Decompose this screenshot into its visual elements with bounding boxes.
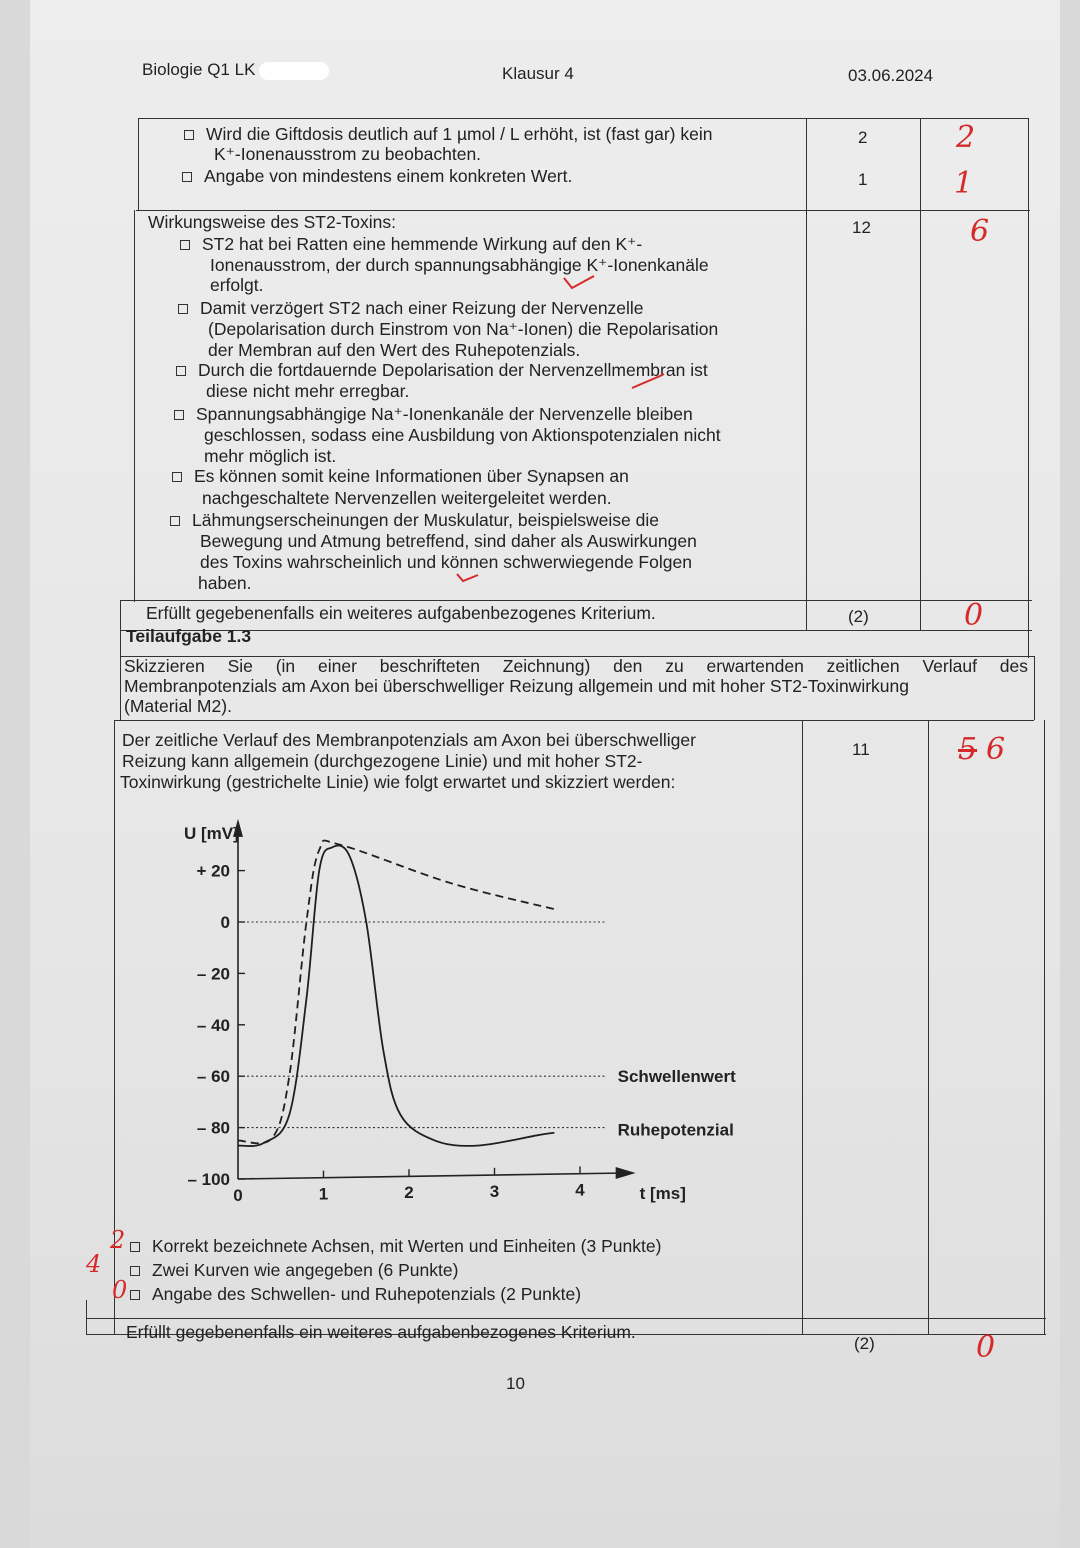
y-axis-title: U [mV]	[184, 823, 239, 843]
grading-criterion: Angabe des Schwellen- und Ruhepotenzials (2 Punkte)	[130, 1284, 581, 1305]
criterion-item-cont: erfolgt.	[210, 275, 264, 295]
criterion-item: Durch die fortdauernde Depolarisation der Nervenzellmembran ist	[176, 360, 708, 381]
criterion-item-cont: Bewegung und Atmung betreffend, sind daher als Auswirkungen	[200, 531, 697, 551]
grading-criterion: Zwei Kurven wie angegeben (6 Punkte)	[130, 1260, 458, 1281]
criterion-item-cont: diese nicht mehr erregbar.	[206, 381, 410, 401]
criterion-item: Damit verzögert ST2 nach einer Reizung der Nervenzelle	[178, 298, 644, 319]
handwritten-score: 0	[976, 1330, 996, 1365]
handwritten-score: 4	[86, 1250, 102, 1278]
handwritten-score: 6	[986, 732, 1006, 767]
criterion-item: Es können somit keine Informationen über Synapsen an	[172, 466, 629, 487]
task-prompt-line: (Material M2).	[124, 696, 232, 716]
x-tick-label: 3	[489, 1181, 500, 1201]
criterion-item-cont: des Toxins wahrscheinlich und können schwerwiegende Folgen	[200, 552, 692, 572]
series-line-general	[238, 845, 554, 1146]
grading-criterion: Korrekt bezeichnete Achsen, mit Werten und Einheiten (3 Punkte)	[130, 1236, 661, 1257]
x-tick-label: 0	[233, 1186, 243, 1205]
handwritten-score: 6	[970, 214, 990, 249]
reference-label-resting: Ruhepotenzial	[617, 1120, 734, 1140]
membrane-potential-chart	[30, 0, 1060, 1548]
page-number: 10	[506, 1374, 525, 1393]
y-tick-label: + 20	[196, 861, 230, 881]
x-tick-label: 4	[575, 1180, 585, 1200]
task-title: Teilaufgabe 1.3	[126, 626, 252, 646]
criterion-item-cont: (Depolarisation durch Einstrom von Na⁺-Ionen) die Repolarisation	[208, 319, 719, 339]
series-line-toxin	[238, 841, 554, 1144]
points-value: (2)	[854, 1334, 875, 1353]
criterion-item-cont: haben.	[198, 573, 252, 593]
y-tick-label: – 60	[196, 1067, 230, 1087]
task-prompt-line: Skizzieren Sie (in einer beschrifteten Zeichnung) den zu erwartenden zeitlichen Verlauf des	[124, 656, 1028, 676]
points-value: 11	[852, 740, 870, 759]
criterion-item: Angabe von mindestens einem konkreten Wert.	[182, 166, 572, 187]
criterion-item-cont: der Membran auf den Wert des Ruhepotenzials.	[208, 340, 581, 360]
criterion-item-cont: geschlossen, sodass eine Ausbildung von Aktionspotenzialen nicht	[204, 425, 721, 445]
handwritten-score: 2	[956, 120, 976, 155]
answer-intro-line: Reizung kann allgemein (durchgezogene Linie) und mit hoher ST2-	[122, 751, 643, 771]
x-tick-label: 2	[404, 1183, 414, 1203]
handwritten-score: 2	[110, 1226, 126, 1254]
answer-intro-line: Toxinwirkung (gestrichelte Linie) wie folgt erwartet und skizziert werden:	[120, 772, 676, 792]
handwritten-score-struck: 5	[958, 732, 978, 767]
course-label: Biologie Q1 LK	[142, 60, 329, 80]
x-axis-title: t [ms]	[639, 1184, 686, 1203]
y-tick-label: – 20	[196, 964, 230, 984]
x-axis-arrow-icon	[616, 1167, 636, 1179]
x-tick-label: 1	[318, 1184, 329, 1204]
criterion-item: Lähmungserscheinungen der Muskulatur, beispielsweise die	[170, 510, 659, 531]
handwritten-score: 0	[964, 598, 984, 633]
answer-intro-line: Der zeitliche Verlauf des Membranpotenzials am Axon bei überschwelliger	[122, 730, 696, 750]
criterion-item-cont: mehr möglich ist.	[204, 446, 337, 466]
x-axis	[238, 1173, 626, 1179]
y-tick-label: – 40	[196, 1015, 230, 1035]
y-tick-label: – 100	[187, 1170, 230, 1189]
exam-date: 03.06.2024	[848, 66, 934, 85]
y-tick-label: – 80	[196, 1118, 230, 1138]
handwritten-score: 1	[954, 166, 974, 201]
reference-label-threshold: Schwellenwert	[617, 1067, 736, 1087]
handwritten-score: 0	[112, 1276, 128, 1304]
points-value: 12	[852, 218, 871, 237]
points-value: (2)	[848, 607, 869, 626]
y-tick-label: 0	[220, 913, 230, 932]
criterion-item: Spannungsabhängige Na⁺-Ionenkanäle der Nervenzelle bleiben	[174, 404, 693, 425]
criterion-item-cont: Ionenausstrom, der durch spannungsabhängige K⁺-Ionenkanäle	[210, 255, 709, 275]
extra-criterion-text: Erfüllt gegebenenfalls ein weiteres aufgabenbezogenes Kriterium.	[126, 1322, 636, 1342]
points-value: 2	[858, 128, 868, 147]
section-title: Wirkungsweise des ST2-Toxins:	[148, 212, 396, 232]
criterion-item-cont: K⁺-Ionenausstrom zu beobachten.	[214, 144, 482, 164]
points-value: 1	[858, 170, 868, 189]
exam-sheet	[30, 0, 1060, 1548]
criterion-item-cont: nachgeschaltete Nervenzellen weitergeleitet werden.	[202, 488, 612, 508]
extra-criterion-text: Erfüllt gegebenenfalls ein weiteres aufgabenbezogenes Kriterium.	[146, 603, 656, 623]
task-prompt-line: Membranpotenzials am Axon bei überschwelliger Reizung allgemein und mit hoher ST2-Toxinwirkung	[124, 676, 909, 696]
criterion-item: ST2 hat bei Ratten eine hemmende Wirkung auf den K⁺-	[180, 234, 642, 255]
exam-label: Klausur 4	[502, 64, 574, 83]
criterion-item: Wird die Giftdosis deutlich auf 1 µmol / L erhöht, ist (fast gar) kein	[184, 124, 712, 145]
